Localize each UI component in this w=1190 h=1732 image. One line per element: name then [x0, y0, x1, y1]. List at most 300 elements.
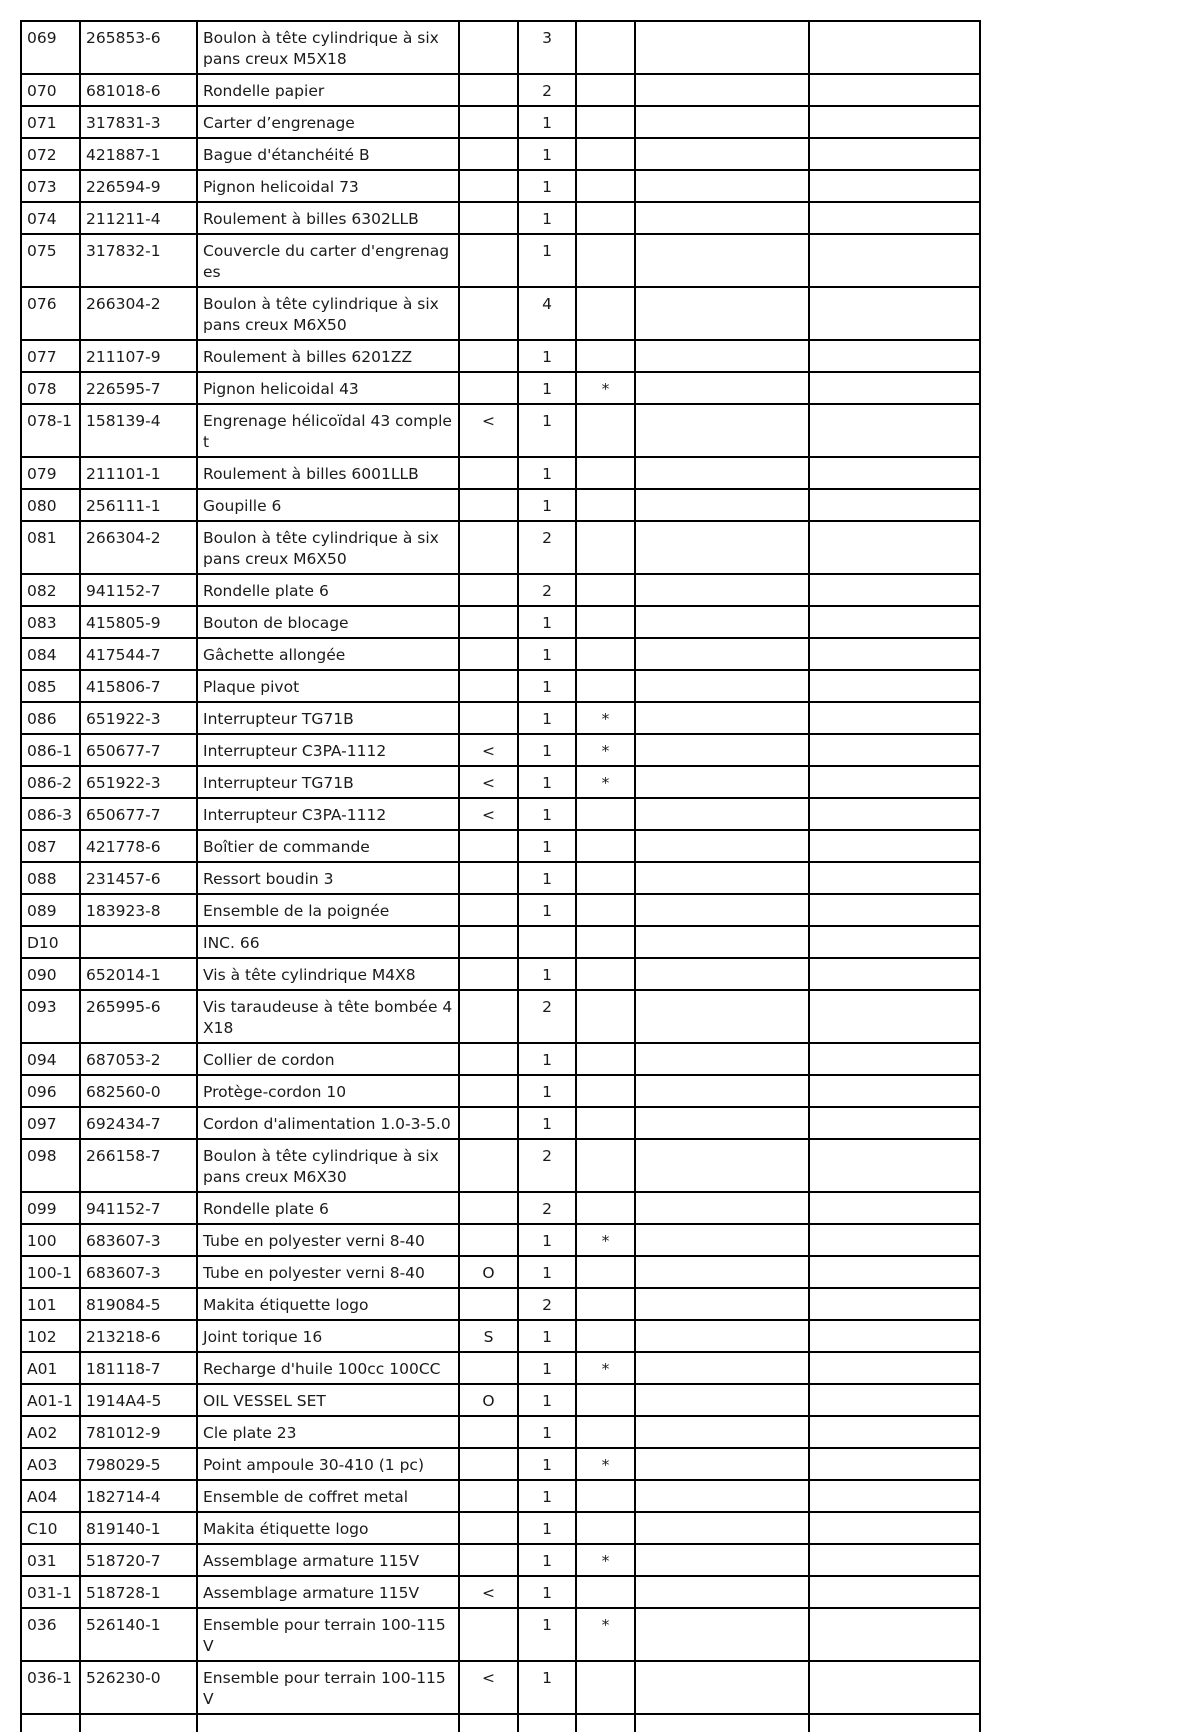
ref-number-cell: 088 — [21, 862, 80, 894]
description-cell: Ensemble de la poignée — [197, 894, 459, 926]
part-number-cell: 211211-4 — [80, 202, 197, 234]
parts-table-body — [21, 21, 980, 1732]
empty-cell — [809, 862, 980, 894]
note-cell — [576, 202, 635, 234]
marker-cell: < — [459, 766, 518, 798]
empty-cell — [635, 287, 809, 340]
note-cell — [576, 862, 635, 894]
description-cell: Boulon à tête cylindrique à six pans creux M5X18 — [197, 21, 459, 74]
empty-cell — [635, 702, 809, 734]
empty-cell — [809, 340, 980, 372]
description-cell: Cordon d'alimentation 1.0-3-5.0 — [197, 1107, 459, 1139]
part-number-cell: 417544-7 — [80, 638, 197, 670]
description-cell: Goupille 6 — [197, 489, 459, 521]
part-number-cell: 652014-1 — [80, 958, 197, 990]
empty-cell — [809, 74, 980, 106]
empty-cell — [635, 1352, 809, 1384]
empty-cell — [635, 1448, 809, 1480]
ref-number-cell: 069 — [21, 21, 80, 74]
quantity-cell: 2 — [518, 521, 576, 574]
empty-cell — [635, 1075, 809, 1107]
table-row — [21, 489, 980, 521]
empty-cell — [635, 202, 809, 234]
note-cell — [576, 1075, 635, 1107]
ref-number-cell: 086 — [21, 702, 80, 734]
table-row — [21, 1661, 980, 1714]
ref-number-cell: A04 — [21, 1480, 80, 1512]
empty-cell — [80, 1714, 197, 1732]
empty-cell — [809, 1544, 980, 1576]
marker-cell — [459, 21, 518, 74]
empty-cell — [809, 521, 980, 574]
part-number-cell: 421887-1 — [80, 138, 197, 170]
note-cell — [576, 606, 635, 638]
quantity-cell: 1 — [518, 372, 576, 404]
marker-cell — [459, 170, 518, 202]
empty-cell — [518, 1714, 576, 1732]
description-cell: Joint torique 16 — [197, 1320, 459, 1352]
quantity-cell: 1 — [518, 340, 576, 372]
empty-cell — [809, 202, 980, 234]
description-cell: Couvercle du carter d'engrenages — [197, 234, 459, 287]
description-cell: Boulon à tête cylindrique à six pans creux M6X30 — [197, 1139, 459, 1192]
description-cell: Ressort boudin 3 — [197, 862, 459, 894]
part-number-cell: 692434-7 — [80, 1107, 197, 1139]
ref-number-cell: 099 — [21, 1192, 80, 1224]
note-cell — [576, 21, 635, 74]
note-cell: * — [576, 702, 635, 734]
empty-cell — [809, 1576, 980, 1608]
empty-cell — [635, 1714, 809, 1732]
quantity-cell: 4 — [518, 287, 576, 340]
part-number-cell: 265995-6 — [80, 990, 197, 1043]
note-cell — [576, 1320, 635, 1352]
empty-cell — [21, 1714, 80, 1732]
ref-number-cell: 072 — [21, 138, 80, 170]
part-number-cell: 941152-7 — [80, 574, 197, 606]
part-number-cell: 211107-9 — [80, 340, 197, 372]
empty-cell — [635, 74, 809, 106]
part-number-cell: 781012-9 — [80, 1416, 197, 1448]
table-row — [21, 1075, 980, 1107]
marker-cell — [459, 1608, 518, 1661]
empty-cell — [809, 1608, 980, 1661]
quantity-cell: 1 — [518, 202, 576, 234]
note-cell — [576, 106, 635, 138]
note-cell — [576, 894, 635, 926]
empty-cell — [197, 1714, 459, 1732]
marker-cell — [459, 702, 518, 734]
quantity-cell: 1 — [518, 234, 576, 287]
table-row — [21, 926, 980, 958]
marker-cell — [459, 340, 518, 372]
description-cell: Vis taraudeuse à tête bombée 4X18 — [197, 990, 459, 1043]
ref-number-cell: 089 — [21, 894, 80, 926]
table-row — [21, 106, 980, 138]
description-cell: Rondelle plate 6 — [197, 1192, 459, 1224]
description-cell: Roulement à billes 6001LLB — [197, 457, 459, 489]
note-cell: * — [576, 734, 635, 766]
table-row — [21, 138, 980, 170]
empty-cell — [635, 926, 809, 958]
table-row — [21, 1352, 980, 1384]
empty-cell — [809, 830, 980, 862]
description-cell: Rondelle plate 6 — [197, 574, 459, 606]
note-cell — [576, 638, 635, 670]
description-cell: Collier de cordon — [197, 1043, 459, 1075]
quantity-cell: 1 — [518, 702, 576, 734]
table-row — [21, 606, 980, 638]
empty-cell — [809, 1661, 980, 1714]
empty-cell — [809, 138, 980, 170]
marker-cell: < — [459, 404, 518, 457]
table-row — [21, 1448, 980, 1480]
marker-cell — [459, 1075, 518, 1107]
table-row — [21, 798, 980, 830]
ref-number-cell: 036 — [21, 1608, 80, 1661]
table-row — [21, 457, 980, 489]
note-cell — [576, 990, 635, 1043]
quantity-cell: 1 — [518, 1320, 576, 1352]
quantity-cell: 1 — [518, 489, 576, 521]
empty-cell — [635, 404, 809, 457]
quantity-cell: 1 — [518, 638, 576, 670]
part-number-cell: 650677-7 — [80, 734, 197, 766]
ref-number-cell: 078-1 — [21, 404, 80, 457]
table-row — [21, 702, 980, 734]
quantity-cell: 1 — [518, 1107, 576, 1139]
marker-cell — [459, 1139, 518, 1192]
empty-cell — [635, 1384, 809, 1416]
empty-cell — [635, 1416, 809, 1448]
marker-cell — [459, 862, 518, 894]
note-cell — [576, 798, 635, 830]
description-cell: Roulement à billes 6201ZZ — [197, 340, 459, 372]
ref-number-cell: 083 — [21, 606, 80, 638]
empty-cell — [635, 798, 809, 830]
table-row — [21, 894, 980, 926]
empty-cell — [635, 521, 809, 574]
ref-number-cell: 094 — [21, 1043, 80, 1075]
quantity-cell: 1 — [518, 862, 576, 894]
quantity-cell: 1 — [518, 1075, 576, 1107]
empty-cell — [635, 234, 809, 287]
empty-cell — [809, 372, 980, 404]
empty-cell — [635, 766, 809, 798]
description-cell: Tube en polyester verni 8-40 — [197, 1256, 459, 1288]
quantity-cell: 2 — [518, 1192, 576, 1224]
marker-cell — [459, 138, 518, 170]
empty-cell — [635, 830, 809, 862]
description-cell: Pignon helicoidal 73 — [197, 170, 459, 202]
quantity-cell: 1 — [518, 1512, 576, 1544]
quantity-cell: 1 — [518, 1224, 576, 1256]
table-row — [21, 1416, 980, 1448]
part-number-cell: 651922-3 — [80, 702, 197, 734]
description-cell: Roulement à billes 6302LLB — [197, 202, 459, 234]
empty-cell — [635, 21, 809, 74]
empty-cell — [809, 489, 980, 521]
part-number-cell: 183923-8 — [80, 894, 197, 926]
ref-number-cell: A02 — [21, 1416, 80, 1448]
note-cell — [576, 926, 635, 958]
marker-cell — [459, 574, 518, 606]
ref-number-cell: A01 — [21, 1352, 80, 1384]
ref-number-cell: 090 — [21, 958, 80, 990]
quantity-cell: 1 — [518, 798, 576, 830]
ref-number-cell: 074 — [21, 202, 80, 234]
note-cell — [576, 457, 635, 489]
empty-cell — [635, 1139, 809, 1192]
empty-cell — [635, 894, 809, 926]
table-row — [21, 1043, 980, 1075]
ref-number-cell: 098 — [21, 1139, 80, 1192]
ref-number-cell: 086-3 — [21, 798, 80, 830]
empty-cell — [635, 638, 809, 670]
empty-cell — [635, 106, 809, 138]
description-cell: Gâchette allongée — [197, 638, 459, 670]
marker-cell: < — [459, 734, 518, 766]
note-cell — [576, 830, 635, 862]
empty-cell — [809, 670, 980, 702]
description-cell: Makita étiquette logo — [197, 1512, 459, 1544]
ref-number-cell: C10 — [21, 1512, 80, 1544]
quantity-cell: 1 — [518, 1043, 576, 1075]
table-row — [21, 287, 980, 340]
note-cell — [576, 489, 635, 521]
table-row — [21, 1544, 980, 1576]
description-cell: Plaque pivot — [197, 670, 459, 702]
note-cell — [576, 74, 635, 106]
marker-cell — [459, 670, 518, 702]
description-cell: Engrenage hélicoïdal 43 complet — [197, 404, 459, 457]
description-cell: Bague d'étanchéité B — [197, 138, 459, 170]
quantity-cell: 1 — [518, 138, 576, 170]
table-row — [21, 1256, 980, 1288]
note-cell — [576, 958, 635, 990]
part-number-cell: 518728-1 — [80, 1576, 197, 1608]
part-number-cell — [80, 926, 197, 958]
empty-cell — [809, 606, 980, 638]
quantity-cell: 3 — [518, 21, 576, 74]
empty-cell — [809, 1384, 980, 1416]
part-number-cell: 266304-2 — [80, 287, 197, 340]
empty-cell — [809, 766, 980, 798]
quantity-cell: 1 — [518, 404, 576, 457]
description-cell: Cle plate 23 — [197, 1416, 459, 1448]
quantity-cell: 1 — [518, 894, 576, 926]
quantity-cell: 1 — [518, 670, 576, 702]
marker-cell — [459, 990, 518, 1043]
empty-cell — [809, 734, 980, 766]
empty-cell — [635, 340, 809, 372]
ref-number-cell: 096 — [21, 1075, 80, 1107]
empty-cell — [809, 234, 980, 287]
part-number-cell: 681018-6 — [80, 74, 197, 106]
marker-cell — [459, 489, 518, 521]
empty-cell — [635, 606, 809, 638]
quantity-cell: 2 — [518, 1139, 576, 1192]
part-number-cell: 256111-1 — [80, 489, 197, 521]
part-number-cell: 213218-6 — [80, 1320, 197, 1352]
description-cell: Interrupteur TG71B — [197, 766, 459, 798]
ref-number-cell: 082 — [21, 574, 80, 606]
empty-cell — [809, 1107, 980, 1139]
empty-cell — [809, 1192, 980, 1224]
marker-cell: O — [459, 1384, 518, 1416]
part-number-cell: 181118-7 — [80, 1352, 197, 1384]
ref-number-cell: 070 — [21, 74, 80, 106]
ref-number-cell: 077 — [21, 340, 80, 372]
description-cell: Recharge d'huile 100cc 100CC — [197, 1352, 459, 1384]
quantity-cell: 1 — [518, 1384, 576, 1416]
marker-cell — [459, 1352, 518, 1384]
quantity-cell: 1 — [518, 1544, 576, 1576]
empty-cell — [809, 1448, 980, 1480]
quantity-cell: 1 — [518, 1576, 576, 1608]
quantity-cell: 1 — [518, 1480, 576, 1512]
ref-number-cell: 078 — [21, 372, 80, 404]
table-row — [21, 670, 980, 702]
ref-number-cell: 101 — [21, 1288, 80, 1320]
table-row — [21, 638, 980, 670]
quantity-cell: 1 — [518, 958, 576, 990]
note-cell — [576, 1107, 635, 1139]
table-row — [21, 404, 980, 457]
empty-cell — [809, 702, 980, 734]
part-number-cell: 266158-7 — [80, 1139, 197, 1192]
marker-cell — [459, 606, 518, 638]
note-cell: * — [576, 1608, 635, 1661]
part-number-cell: 819084-5 — [80, 1288, 197, 1320]
part-number-cell: 158139-4 — [80, 404, 197, 457]
part-number-cell: 819140-1 — [80, 1512, 197, 1544]
empty-cell — [635, 1512, 809, 1544]
description-cell: Carter d’engrenage — [197, 106, 459, 138]
part-number-cell: 266304-2 — [80, 521, 197, 574]
table-row — [21, 234, 980, 287]
part-number-cell: 182714-4 — [80, 1480, 197, 1512]
quantity-cell: 2 — [518, 74, 576, 106]
table-row — [21, 74, 980, 106]
table-row — [21, 734, 980, 766]
table-row — [21, 1107, 980, 1139]
empty-cell — [809, 1320, 980, 1352]
part-number-cell: 226595-7 — [80, 372, 197, 404]
part-number-cell: 682560-0 — [80, 1075, 197, 1107]
part-number-cell: 941152-7 — [80, 1192, 197, 1224]
note-cell — [576, 287, 635, 340]
description-cell: Ensemble de coffret metal — [197, 1480, 459, 1512]
ref-number-cell: 075 — [21, 234, 80, 287]
parts-table — [20, 20, 981, 1732]
ref-number-cell: 093 — [21, 990, 80, 1043]
empty-cell — [809, 287, 980, 340]
marker-cell — [459, 1224, 518, 1256]
part-number-cell: 683607-3 — [80, 1224, 197, 1256]
note-cell: * — [576, 766, 635, 798]
empty-cell — [459, 1714, 518, 1732]
part-number-cell: 317832-1 — [80, 234, 197, 287]
note-cell — [576, 340, 635, 372]
note-cell — [576, 170, 635, 202]
marker-cell — [459, 372, 518, 404]
part-number-cell: 1914A4-5 — [80, 1384, 197, 1416]
description-cell: Protège-cordon 10 — [197, 1075, 459, 1107]
table-row — [21, 1224, 980, 1256]
empty-cell — [635, 1480, 809, 1512]
table-row — [21, 958, 980, 990]
marker-cell — [459, 74, 518, 106]
empty-cell — [809, 958, 980, 990]
table-row — [21, 1192, 980, 1224]
empty-cell — [809, 404, 980, 457]
ref-number-cell: 079 — [21, 457, 80, 489]
marker-cell — [459, 958, 518, 990]
empty-cell — [809, 894, 980, 926]
note-cell — [576, 1384, 635, 1416]
empty-cell — [635, 1043, 809, 1075]
ref-number-cell: 036-1 — [21, 1661, 80, 1714]
note-cell: * — [576, 1352, 635, 1384]
empty-cell — [576, 1714, 635, 1732]
empty-cell — [809, 1480, 980, 1512]
ref-number-cell: 100 — [21, 1224, 80, 1256]
note-cell — [576, 574, 635, 606]
table-row — [21, 990, 980, 1043]
table-row-continued — [21, 1714, 980, 1732]
description-cell: Interrupteur C3PA-1112 — [197, 798, 459, 830]
empty-cell — [809, 638, 980, 670]
quantity-cell: 1 — [518, 170, 576, 202]
part-number-cell: 518720-7 — [80, 1544, 197, 1576]
note-cell — [576, 521, 635, 574]
note-cell — [576, 1192, 635, 1224]
ref-number-cell: 084 — [21, 638, 80, 670]
empty-cell — [635, 489, 809, 521]
empty-cell — [809, 1224, 980, 1256]
empty-cell — [809, 990, 980, 1043]
description-cell: Vis à tête cylindrique M4X8 — [197, 958, 459, 990]
note-cell — [576, 1512, 635, 1544]
table-row — [21, 1288, 980, 1320]
empty-cell — [809, 1352, 980, 1384]
table-row — [21, 1608, 980, 1661]
description-cell: Ensemble pour terrain 100-115V — [197, 1661, 459, 1714]
note-cell — [576, 1480, 635, 1512]
ref-number-cell: 102 — [21, 1320, 80, 1352]
table-row — [21, 830, 980, 862]
quantity-cell: 1 — [518, 606, 576, 638]
marker-cell — [459, 234, 518, 287]
note-cell — [576, 1661, 635, 1714]
empty-cell — [809, 170, 980, 202]
description-cell: Interrupteur C3PA-1112 — [197, 734, 459, 766]
description-cell: Ensemble pour terrain 100-115V — [197, 1608, 459, 1661]
note-cell — [576, 1288, 635, 1320]
ref-number-cell: 097 — [21, 1107, 80, 1139]
empty-cell — [635, 1661, 809, 1714]
quantity-cell: 2 — [518, 990, 576, 1043]
empty-cell — [635, 670, 809, 702]
description-cell: Assemblage armature 115V — [197, 1576, 459, 1608]
empty-cell — [809, 21, 980, 74]
table-row — [21, 21, 980, 74]
note-cell — [576, 138, 635, 170]
marker-cell — [459, 1043, 518, 1075]
note-cell: * — [576, 1224, 635, 1256]
empty-cell — [635, 1224, 809, 1256]
